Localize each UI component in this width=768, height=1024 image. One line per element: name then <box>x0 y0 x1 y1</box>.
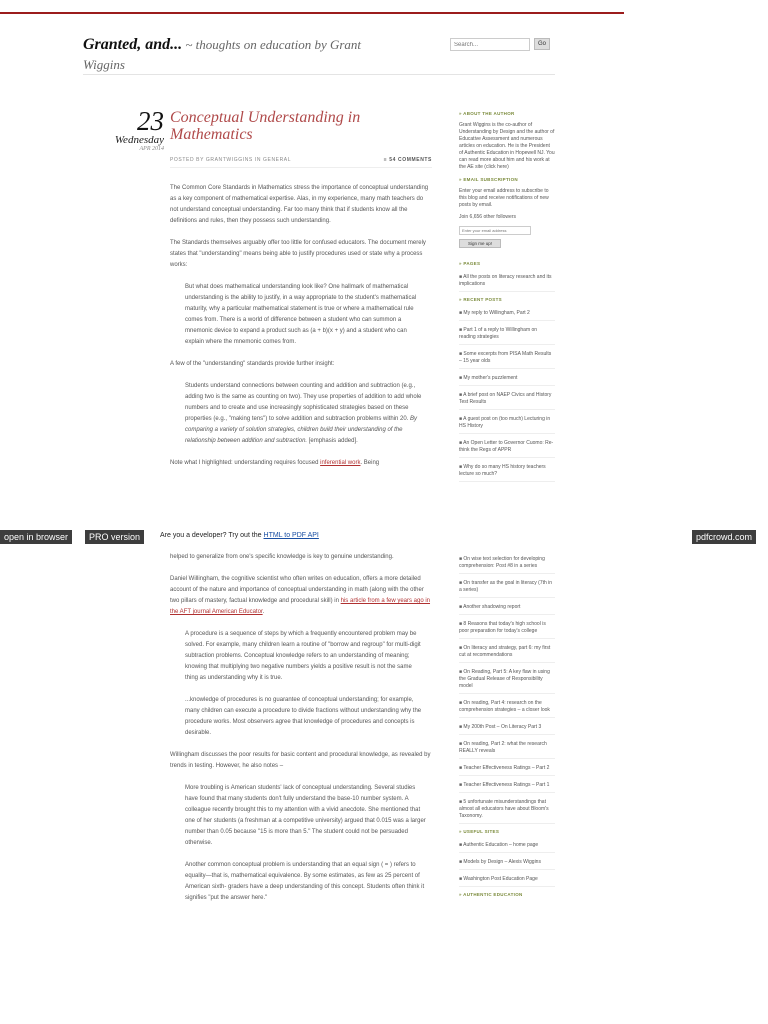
sidebar-link-item[interactable] <box>459 667 555 694</box>
sidebar-link-item[interactable] <box>459 349 555 369</box>
sidebar-link-item[interactable] <box>459 763 555 776</box>
paragraph-text: ...knowledge of procedures is no guarantee of conceptual understanding; for example, many children can execute a procedure to divide fractions without understanding why the procedure works. Most observers agree that knowledge of procedures and concepts is desirable. <box>185 697 422 736</box>
sidebar-link-item[interactable] <box>459 643 555 663</box>
followers-count: Join 6,656 other followers <box>459 214 516 220</box>
bullet-icon: ■ <box>459 621 464 627</box>
paragraph-tail: . <box>262 609 265 615</box>
bullet-icon: ■ <box>459 700 464 706</box>
bullet-icon: ■ <box>459 440 464 446</box>
paragraph-text: The Standards themselves arguably offer too little for confused educators. The document merely states that "understanding" means being able to justify procedures used or state why a process works: <box>170 240 426 268</box>
paragraph-tail: [emphasis added]. <box>307 438 358 444</box>
sidebar-link-item[interactable] <box>459 857 555 870</box>
sidebar-link-item[interactable] <box>459 438 555 458</box>
sidebar-link-text[interactable]: Why do so many HS history teachers lecture so much? <box>459 464 546 477</box>
bullet-icon: ■ <box>459 416 464 422</box>
sidebar-link-text[interactable]: Washington Post Education Page <box>463 876 538 882</box>
sidebar-link-text[interactable]: My 200th Post – On Literacy Part 3 <box>463 724 542 730</box>
sidebar-link-text[interactable]: Another shadowing report <box>463 604 521 610</box>
sidebar-link-text[interactable]: 8 Reasons that today's high school is poor preparation for today's college <box>459 621 546 634</box>
sidebar-bottom <box>459 554 555 903</box>
sidebar-link-text[interactable]: On reading, Part 2: what the research REALLY reveals <box>459 741 547 754</box>
sidebar-link-text[interactable]: My reply to Willingham, Part 2 <box>463 310 530 316</box>
sidebar-link-item[interactable] <box>459 554 555 574</box>
blockquote-paragraph <box>185 860 426 904</box>
post-date <box>98 108 164 152</box>
site-header <box>83 36 423 73</box>
about-text: Grant Wiggins is the co-author of Understanding by Design and the author of Educative Assessment and numerous articles on education. He is the President of Authentic Education in Hopewell NJ. You can read more about him and his work at the AE site (click here) <box>459 122 555 170</box>
sidebar-link-item[interactable] <box>459 308 555 321</box>
sidebar-link-item[interactable] <box>459 698 555 718</box>
blockquote-paragraph <box>185 629 426 684</box>
bullet-icon: ■ <box>459 645 464 651</box>
sidebar-link-item[interactable] <box>459 462 555 482</box>
search-button[interactable]: Go <box>534 38 550 50</box>
paragraph-text: The Common Core Standards in Mathematics stress the importance of conceptual understanding as a key component of mathematical expertise. Alas, in my experience, many math teachers do not understand conceptual understanding. Far too many think that if students know all the definitions and rules, then they possess such understanding. <box>170 185 429 224</box>
post-date-month: APR 2014 <box>139 146 164 152</box>
inline-link[interactable]: inferential work <box>320 460 361 466</box>
post-date-weekday: Wednesday <box>114 134 164 146</box>
sidebar-link-text[interactable]: Some excerpts from PISA Math Results – 15 year olds <box>459 351 552 364</box>
sidebar-link-item[interactable] <box>459 578 555 598</box>
open-in-browser-button[interactable]: open in browser <box>0 530 72 544</box>
sidebar-link-text[interactable]: Models by Design – Alexis Wiggins <box>463 859 541 865</box>
signup-button[interactable]: Sign me up! <box>459 239 501 248</box>
bullet-icon: ■ <box>459 556 464 562</box>
sidebar-link-item[interactable] <box>459 272 555 292</box>
sidebar-link-text[interactable]: Teacher Effectiveness Ratings – Part 1 <box>463 782 550 788</box>
sidebar-link-text[interactable]: An Open Letter to Governor Cuomo: Re-think the Regs of APPR <box>459 440 554 453</box>
sidebar-heading-about: » ABOUT THE AUTHOR <box>459 111 515 116</box>
sidebar-link-text[interactable]: A guest post on (too much) Lecturing in HS History <box>459 416 551 429</box>
paragraph-text: Students understand connections between counting and addition and subtraction (e.g., adding two is the same as counting on two). They use properties of addition to add whole numbers and to create and use increasingly sophisticated strategies based on these properties (e.g., "making tens") to solve addition and subtraction problems within 20. <box>185 383 422 422</box>
paragraph-tail: . Being <box>360 460 380 466</box>
site-tagline-author: Wiggins <box>83 57 125 72</box>
paragraph-text: More troubling is American students' lack of conceptual understanding. Several studies have found that many students don't fully understand the base-10 number system. A colleague recently brought this to my attention with a vivid anecdote. She mentioned that one of her students (a freshman at a competitive university) argued that 0.015 was a larger number than 0.05 because "15 is more than 5." The student could not be persuaded otherwise. <box>185 785 426 846</box>
bullet-icon: ■ <box>459 604 464 610</box>
article-paragraph <box>170 359 432 370</box>
article-paragraph <box>170 238 432 271</box>
sidebar-link-text[interactable]: On wise text selection for developing comprehension: Post #8 in a series <box>459 556 545 569</box>
site-tagline: ~ thoughts on education by Grant <box>182 37 362 52</box>
sidebar-link-text[interactable]: On reading, Part 4: research on the comprehension strategies – a closer look <box>459 700 550 713</box>
sidebar-heading-useful: » USEFUL SITES <box>459 829 500 834</box>
bullet-icon: ■ <box>459 274 464 280</box>
bullet-icon: ■ <box>459 859 464 865</box>
sidebar-link-text[interactable]: Part 1 of a reply to Willingham on reading strategies <box>459 327 538 340</box>
bullet-icon: ■ <box>459 782 464 788</box>
paragraph-text: Willingham discusses the poor results for basic content and procedural knowledge, as revealed by trends in testing. However, he also notes – <box>170 752 431 769</box>
blockquote-paragraph <box>185 783 426 849</box>
bullet-icon: ■ <box>459 669 464 675</box>
bullet-icon: ■ <box>459 741 464 747</box>
bullet-icon: ■ <box>459 799 464 805</box>
pro-version-button[interactable]: PRO version <box>85 530 144 544</box>
sidebar-heading-pages: » PAGES <box>459 261 481 266</box>
sidebar-link-text[interactable]: On Reading, Part 5: A key flaw in using the Gradual Release of Responsibility model <box>459 669 550 689</box>
sidebar-link-item[interactable] <box>459 619 555 639</box>
paragraph-text: A procedure is a sequence of steps by which a frequently encountered problem may be solved. For example, many children learn a routine of "borrow and regroup" for multi-digit subtraction problems. Conceptual knowledge refers to an understanding of meaning; knowing that multiplying two negative numbers yields a positive result is not the same thing as understanding why it is true. <box>185 631 421 681</box>
sidebar-top <box>459 106 555 486</box>
paragraph-text: Note what I highlighted: understanding requires focused <box>170 460 321 466</box>
sidebar-link-text[interactable]: On literacy and strategy, part 6: my first cut at recommendations <box>459 645 551 658</box>
top-accent-line <box>0 12 624 14</box>
sidebar-heading-authentic-education: » AUTHENTIC EDUCATION <box>459 892 523 897</box>
paragraph-text: Daniel Willingham, the cognitive scientist who often writes on education, offers a more detailed account of the nature and importance of conceptual understanding in math (along with the other two pillars of mastery, factual knowledge and procedural skill) in <box>170 576 424 604</box>
paragraph-text: helped to generalize from one's specific knowledge is key to genuine understanding. <box>170 554 394 560</box>
sidebar-link-text[interactable]: A brief post on NAEP Civics and History Test Results <box>459 392 552 405</box>
sidebar-link-text[interactable]: All the posts on literacy research and its implications <box>459 274 552 287</box>
sidebar-link-item[interactable] <box>459 325 555 345</box>
paragraph-text: But what does mathematical understanding look like? One hallmark of mathematical understanding is the ability to justify, in a way appropriate to the student's mathematical maturity, why a particular mathematical statement is true or where a mathematical rule comes from. There is a world of difference between a student who can summon a mnemonic device to expand a product such as (a + b)(x + y) and a student who can explain where the mnemonic comes from. <box>185 284 417 345</box>
pages-list <box>459 272 555 292</box>
article-paragraph <box>170 458 432 469</box>
post-date-day: 23 <box>137 106 164 136</box>
developer-promo-text: Are you a developer? Try out the <box>160 532 264 539</box>
article-paragraph <box>170 574 432 618</box>
article-body-top <box>170 183 432 480</box>
sidebar-link-item[interactable] <box>459 602 555 615</box>
bullet-icon: ■ <box>459 724 464 730</box>
bullet-icon: ■ <box>459 327 464 333</box>
article-body-bottom <box>170 552 432 915</box>
bullet-icon: ■ <box>459 375 464 381</box>
blockquote-paragraph <box>185 282 426 348</box>
sidebar-link-item[interactable] <box>459 373 555 386</box>
useful-sites-list <box>459 840 555 887</box>
sidebar-link-text[interactable]: Authentic Education – home page <box>463 842 539 848</box>
bullet-icon: ■ <box>459 392 464 398</box>
sidebar-heading-recent: » RECENT POSTS <box>459 297 502 302</box>
sidebar-link-item[interactable] <box>459 390 555 410</box>
sidebar-link-item[interactable] <box>459 739 555 759</box>
sidebar-link-item[interactable] <box>459 874 555 887</box>
inline-link[interactable]: his article from a few years ago in the AFT journal American Educator <box>170 598 431 615</box>
search-form <box>450 38 550 51</box>
sidebar-link-item[interactable] <box>459 780 555 793</box>
paragraph-text: A few of the "understanding" standards provide further insight: <box>170 361 335 367</box>
post-title[interactable]: Conceptual Understanding in Mathematics <box>170 109 361 143</box>
recent-posts-list <box>459 308 555 482</box>
email-text: Enter your email address to subscribe to this blog and receive notifications of new posts by email. <box>459 188 549 208</box>
article-paragraph <box>170 750 432 772</box>
blockquote-paragraph <box>185 695 426 739</box>
sidebar-link-text[interactable]: My mother's puzzlement <box>463 375 518 381</box>
sidebar-link-text[interactable]: Teacher Effectiveness Ratings – Part 2 <box>463 765 550 771</box>
sidebar-link-item[interactable] <box>459 722 555 735</box>
bullet-icon: ■ <box>459 580 464 586</box>
site-title[interactable]: Granted, and... <box>83 36 183 53</box>
html-to-pdf-api-link[interactable]: HTML to PDF API <box>263 532 319 539</box>
sidebar-link-item[interactable] <box>459 797 555 824</box>
paragraph-text: Another common conceptual problem is understanding that an equal sign ( = ) refers to equality—that is, mathematical equivalence. By some estimates, as few as 25 percent of American sixth- graders have a deep understanding of this concept. Students often think it signifies "put the answer here." <box>185 862 425 901</box>
sidebar-link-item[interactable] <box>459 414 555 434</box>
email-field[interactable] <box>459 226 531 235</box>
developer-promo <box>160 532 319 539</box>
sidebar-heading-email: » EMAIL SUBSCRIPTION <box>459 177 518 182</box>
bullet-icon: ■ <box>459 351 464 357</box>
bullet-icon: ■ <box>459 765 464 771</box>
pdf-toolbar <box>0 529 768 546</box>
sidebar-link-item[interactable] <box>459 840 555 853</box>
bullet-icon: ■ <box>459 464 464 470</box>
sidebar-link-text[interactable]: On transfer as the goal in literacy (7th in a series) <box>459 580 553 593</box>
pdfcrowd-brand-button[interactable]: pdfcrowd.com <box>692 530 756 544</box>
bullet-icon: ■ <box>459 310 464 316</box>
bullet-icon: ■ <box>459 842 464 848</box>
post-byline[interactable]: POSTED BY GRANTWIGGINS IN GENERAL <box>170 157 292 163</box>
sidebar-link-text[interactable]: 5 unfortunate misunderstandings that almost all educators have about Bloom's Taxonomy. <box>459 799 549 819</box>
recent-posts-list-continued <box>459 554 555 824</box>
post-meta <box>170 157 432 168</box>
article-paragraph <box>170 552 432 563</box>
comments-link[interactable]: ≡ 54 COMMENTS <box>383 157 432 163</box>
header-divider <box>83 74 555 75</box>
bullet-icon: ■ <box>459 876 464 882</box>
emphasized-text: By comparing a variety of solution strategies, children build their understanding of the relationship between addition and subtraction. <box>185 416 418 444</box>
search-input[interactable] <box>450 38 530 51</box>
article-paragraph <box>170 183 432 227</box>
blockquote-paragraph <box>185 381 426 447</box>
